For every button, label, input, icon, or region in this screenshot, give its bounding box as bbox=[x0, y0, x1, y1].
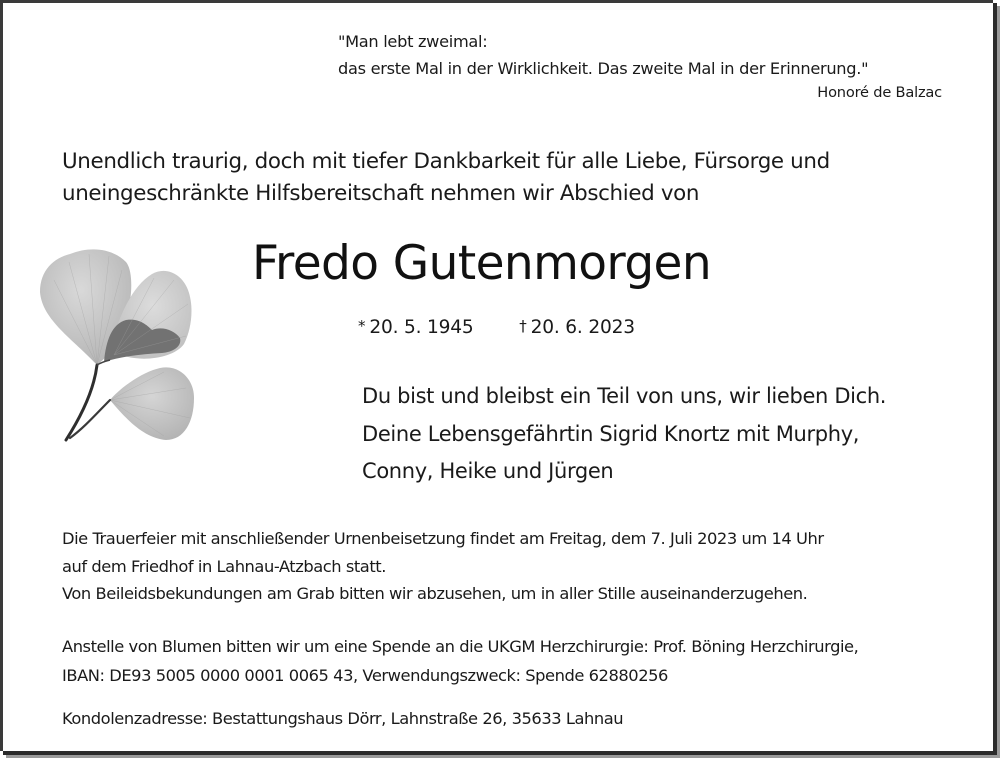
life-dates bbox=[358, 312, 635, 342]
birth-star-icon: * bbox=[358, 317, 366, 335]
funeral-line: Von Beileidsbekundungen am Grab bitten wir abzusehen, um in aller Stille auseinanderzugehen. bbox=[62, 584, 808, 603]
donation-info bbox=[62, 632, 858, 690]
intro-line: uneingeschränkte Hilfsbereitschaft nehmen wir Abschied von bbox=[62, 181, 700, 206]
death-cross-icon: † bbox=[519, 317, 527, 335]
message-line: Deine Lebensgefährtin Sigrid Knortz mit Murphy, bbox=[362, 421, 860, 446]
intro-text bbox=[62, 146, 830, 210]
intro-line: Unendlich traurig, doch mit tiefer Dankbarkeit für alle Liebe, Fürsorge und bbox=[62, 149, 830, 174]
birth-date-group bbox=[358, 312, 474, 342]
funeral-line: Die Trauerfeier mit anschließender Urnenbeisetzung findet am Freitag, dem 7. Juli 2023 um 14 Uhr bbox=[62, 529, 824, 548]
quote-line: das erste Mal in der Wirklichkeit. Das zweite Mal in der Erinnerung." bbox=[338, 59, 869, 78]
deceased-name: Fredo Gutenmorgen bbox=[252, 236, 712, 291]
message-line: Conny, Heike und Jürgen bbox=[362, 459, 614, 483]
epigraph-quote bbox=[338, 28, 868, 82]
funeral-line: auf dem Friedhof in Lahnau-Atzbach statt. bbox=[62, 556, 386, 576]
ginkgo-leaf-icon bbox=[34, 240, 204, 450]
quote-author: Honoré de Balzac bbox=[817, 84, 942, 101]
family-message bbox=[362, 378, 886, 491]
death-date-group bbox=[519, 312, 635, 342]
funeral-info bbox=[62, 525, 824, 608]
birth-date: 20. 5. 1945 bbox=[369, 317, 474, 338]
death-date: 20. 6. 2023 bbox=[530, 317, 635, 338]
message-line: Du bist und bleibst ein Teil von uns, wir lieben Dich. bbox=[362, 384, 887, 408]
donation-line: IBAN: DE93 5005 0000 0001 0065 43, Verwendungszweck: Spende 62880256 bbox=[62, 666, 668, 685]
condolence-address: Kondolenzadresse: Bestattungshaus Dörr, Lahnstraße 26, 35633 Lahnau bbox=[62, 709, 624, 728]
quote-line: "Man lebt zweimal: bbox=[338, 32, 488, 51]
donation-line: Anstelle von Blumen bitten wir um eine Spende an die UKGM Herzchirurgie: Prof. Böning Herzchirurgie, bbox=[62, 637, 859, 656]
